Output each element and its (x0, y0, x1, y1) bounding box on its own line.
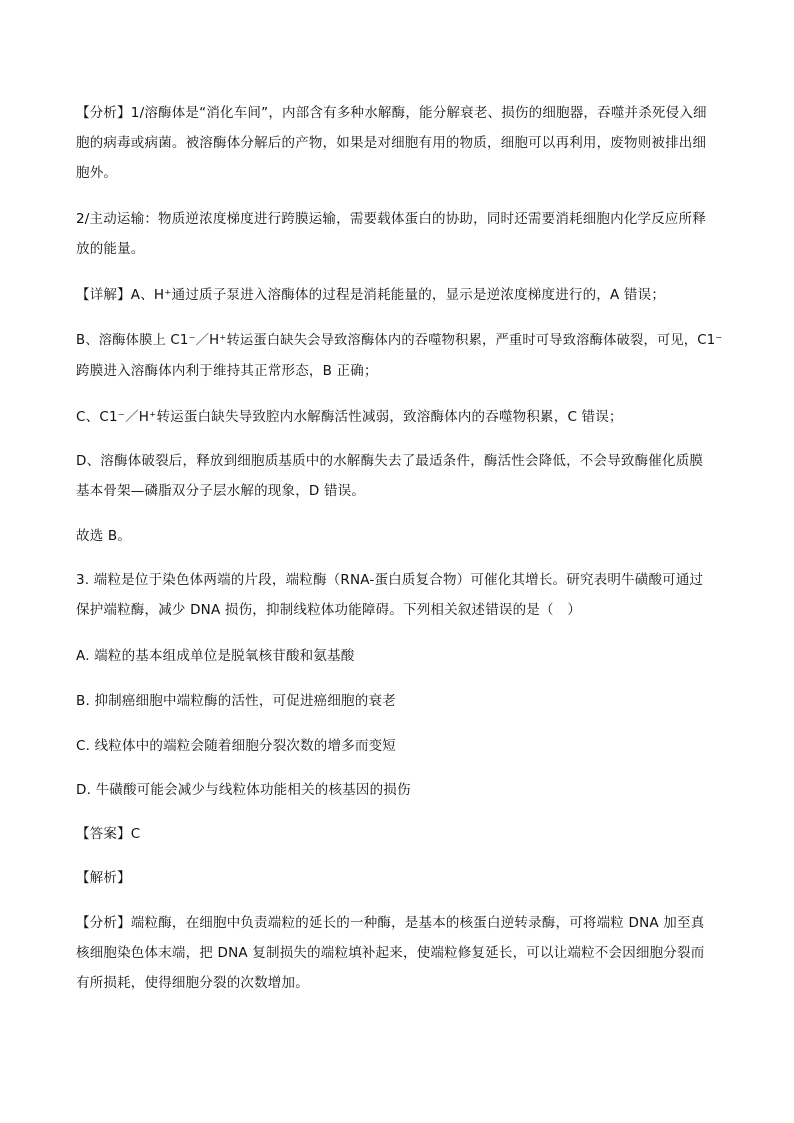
option-text: C. 线粒体中的端粒会随着细胞分裂次数的增多而变短 (76, 738, 397, 754)
text-line: 3. 端粒是位于染色体两端的片段，端粒酶（RNA-蛋白质复合物）可催化其增长。研究表明牛磺酸可通过 (76, 572, 704, 588)
option-text: A. 端粒的基本组成单位是脱氧核苷酸和氨基酸 (76, 648, 355, 664)
question-3-option-d (76, 775, 726, 805)
option-text: D. 牛磺酸可能会减少与线粒体功能相关的核基因的损伤 (76, 782, 411, 798)
question-3-option-c (76, 731, 726, 761)
analysis-paragraph-1 (76, 98, 726, 188)
text-line: 2/主动运输：物质逆浓度梯度进行跨膜运输，需要载体蛋白的协助，同时还需要消耗细胞内化学反应所释 (76, 211, 707, 227)
text-line: 保护端粒酶，减少 DNA 损伤，抑制线粒体功能障碍。下列相关叙述错误的是（ ） (76, 602, 582, 618)
detail-option-b (76, 326, 726, 386)
text-line: 【答案】C (76, 826, 141, 842)
text-line: 【解析】 (76, 870, 131, 886)
text-line: 基本骨架—磷脂双分子层水解的现象，D 错误。 (76, 483, 366, 499)
text-line: 【详解】A、H⁺通过质子泵进入溶酶体的过程是消耗能量的，显示是逆浓度梯度进行的，A 错误； (76, 287, 666, 303)
text-line: 放的能量。 (76, 241, 145, 257)
question-3-option-b (76, 686, 726, 716)
text-line: B、溶酶体膜上 C1⁻／H⁺转运蛋白缺失会导致溶酶体内的吞噬物积累，严重时可导致溶酶体破裂，可见，C1⁻ (76, 333, 723, 348)
question-3-stem (76, 565, 726, 625)
text-line: 【分析】1/溶酶体是“消化车间”，内部含有多种水解酶，能分解衰老、损伤的细胞器，吞噬并杀死侵入细 (76, 105, 707, 121)
text-line: D、溶酶体破裂后，释放到细胞质基质中的水解酶失去了最适条件，酶活性会降低，不会导致酶催化质膜 (76, 453, 704, 469)
text-line: 核细胞染色体末端，把 DNA 复制损失的端粒填补起来，使端粒修复延长，可以让端粒不会因细胞分裂而 (76, 945, 705, 961)
text-line: 胞的病毒或病菌。被溶酶体分解后的产物，如果是对细胞有用的物质，细胞可以再利用，废物则被排出细 (76, 135, 707, 151)
explanation-analysis (76, 908, 726, 998)
option-text: B. 抑制癌细胞中端粒酶的活性，可促进癌细胞的衰老 (76, 693, 396, 709)
text-line: C、C1⁻／H⁺转运蛋白缺失导致腔内水解酶活性减弱，致溶酶体内的吞噬物积累，C 错误； (76, 409, 623, 425)
analysis-paragraph-2 (76, 204, 726, 264)
detail-option-a (76, 280, 726, 310)
answer-label (76, 819, 726, 849)
question-3-option-a (76, 641, 726, 671)
text-line: 【分析】端粒酶，在细胞中负责端粒的延长的一种酶，是基本的核蛋白逆转录酶，可将端粒 DNA 加至真 (76, 915, 705, 931)
detail-option-c (76, 402, 726, 432)
text-line: 故选 B。 (76, 528, 132, 544)
conclusion (76, 521, 726, 551)
text-line: 胞外。 (76, 165, 118, 181)
text-line: 跨膜进入溶酶体内利于维持其正常形态，B 正确； (76, 363, 378, 379)
detail-option-d (76, 446, 726, 506)
text-line: 有所损耗，使得细胞分裂的次数增加。 (76, 975, 309, 991)
explanation-header (76, 863, 726, 893)
